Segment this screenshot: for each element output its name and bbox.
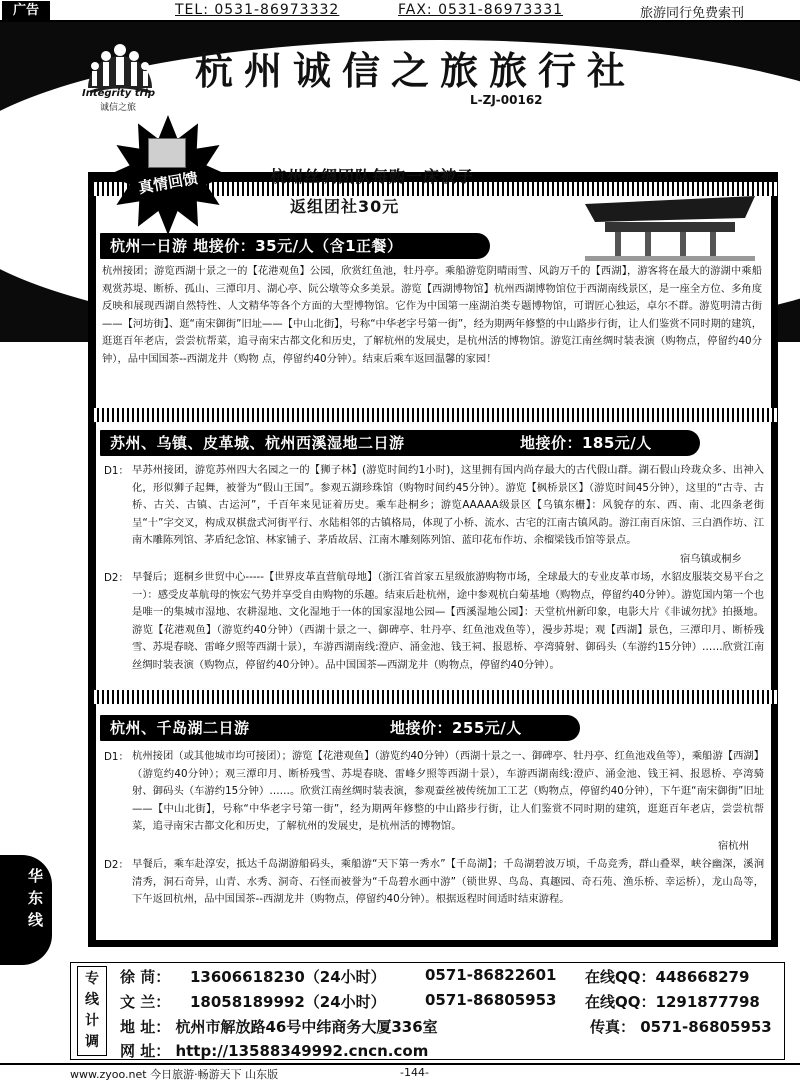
- binding-divider-2: [92, 690, 777, 704]
- company-name: 杭州诚信之旅旅行社: [195, 48, 637, 93]
- contact-name-1: 徐 苘：: [120, 968, 171, 986]
- section3-d1-stay: 宿杭州: [718, 840, 749, 852]
- logo-chinese: 诚信之旅: [100, 103, 137, 113]
- contact-website[interactable]: 网 址： http://13588349992.cncn.com: [120, 1042, 429, 1060]
- contact-side-label-text: 专线计调: [85, 971, 99, 1050]
- section3-title: 杭州、千岛湖二日游: [110, 719, 250, 737]
- footer: [70, 1066, 800, 1084]
- ad-tag: 广告: [2, 1, 50, 20]
- section2-title-bar: [100, 430, 700, 456]
- contact-mobile-1[interactable]: 13606618230（24小时）: [190, 968, 386, 986]
- promo-line-1: 杭州丝绸团队每购一床被子: [270, 167, 475, 186]
- section3-d2-label: D2：: [104, 859, 129, 871]
- quilt-image: [148, 138, 186, 168]
- contact-fax: 传真： 0571-86805953: [590, 1018, 772, 1036]
- top-tel: TEL: 0531-86973332: [175, 2, 340, 18]
- contact-address: 地 址： 杭州市解放路46号中纬商务大厦336室: [120, 1018, 438, 1036]
- license-number: L-ZJ-00162: [470, 93, 543, 107]
- section3-d1-label: D1：: [104, 751, 129, 763]
- section3-price: 地接价：255元/人: [390, 719, 522, 737]
- promo-line-2: 返组团社30元: [290, 197, 400, 216]
- promo-badge: 真情回馈: [136, 168, 200, 198]
- slogan: 诚信之旅 贴心服务: [390, 120, 558, 141]
- route-side-label-text: 华东线: [28, 867, 44, 929]
- route-side-label: [0, 855, 52, 965]
- contact-phone-2[interactable]: 0571-86805953: [425, 991, 557, 1009]
- contact-name-2: 文 兰：: [120, 993, 171, 1011]
- section3-title-bar: [100, 715, 580, 741]
- contact-side-label: [77, 966, 107, 1056]
- section2-d1-text: 早苏州接团，游览苏州四大名园之一的【狮子林】(游览时间约1小时)，这里拥有国内尚存最大的古代假山群。湖石假山玲珑众多、出神入化，形似狮子起舞，被誉为“假山王国”。参观五湖珍珠馆（购物时间约45分钟）。游览【枫桥景区】（游览时间45分钟），这里的“古寺、古桥、古关、古镇、古运河”，千百年来见证着历史。乘车赴桐乡；游览AAAAA级景区【乌镇东栅】：风貌存的东、西、南、北四条老街呈“十”字交叉，构成双棋盘式河街平行、水陆相邻的古镇格局，体现了小桥、流水、古宅的江南古镇风韵。游江南百床馆、三白酒作坊、江南木雕陈列馆、茅盾纪念馆、林家铺子、茅盾故居、江南木雕刻陈列馆、蓝印花布作坊、余榴梁钱币馆等景点。: [132, 464, 764, 547]
- contact-qq-1[interactable]: 在线QQ：448668279: [585, 968, 750, 986]
- binding-divider-1: [92, 408, 777, 422]
- section1-text: 杭州接团；游览西湖十景之一的【花港观鱼】公园，欣赏红鱼池，牡丹亭。乘船游览阴晴雨雪、风韵万千的【西湖】，游客将在最大的游湖中乘船观赏苏堤、断桥、孤山、三潭印月、湖心亭、阮公墩等众多美景。游览【西湖博物馆】杭州西湖博物馆位于西湖南线景区，是一座全方位、多角度反映和展现西湖自然特性、人文精华等各个方面的大型博物馆。它作为中国第一座湖泊类专题博物馆，可谓匠心独运，卓尔不群。游览明清古街——【河坊街】、逛“南宋御街”旧址——【中山北街】，号称“中华老字号第一街”，经为期两年修整的中山路步行街，让人们鉴赏不同时期的建筑，逛逛百年老店，尝尝杭帮菜，追寻南宋古都文化和历史，了解杭州的发展史，是杭州活的博物馆。游览江南丝绸时装表演（购物点，停留约40分钟），品中国国茶--西湖龙井（购物 点，停留约40分钟）。结束后乘车返回温馨的家园！: [102, 265, 762, 365]
- top-right-text: 旅游同行免费索刊: [640, 6, 745, 21]
- footer-rule: [0, 1063, 800, 1065]
- contact-mobile-2[interactable]: 18058189992（24小时）: [190, 993, 386, 1011]
- contact-qq-2[interactable]: 在线QQ：1291877798: [585, 993, 760, 1011]
- section2-d2-text: 早餐后；逛桐乡世贸中心-----【世界皮革直营航母地】（浙江省首家五星级旅游购物市场，全球最大的专业皮革市场，水貂皮服装交易平台之一）：感受皮革航母的恢宏气势并享受自由购物的乐趣。结束后赴杭州，途中参观杭白菊基地（购物点，停留约40分钟）。游览国内第一个也是唯一的集城市湿地、农耕湿地、文化湿地于一体的国家湿地公园—【西溪湿地公园】：天堂杭州新印象，电影大片《非诚勿扰》拍摄地。游览【花港观鱼】（游览约40分钟）（西湖十景之一、御碑亭、牡丹亭、红鱼池戏鱼等），漫步苏堤；观【西湖】景色，三潭印月、断桥残雪、苏堤春晓、雷峰夕照等西湖十景），车游西湖南线:澄庐、涌金池、钱王祠、报恩桥、亭湾骑射、御码头（车游约15分钟）……欣赏江南丝绸时装表演（购物点，停留约40分钟）。品中国国茶—西湖龙井（购物点，停留约40分钟）。: [132, 571, 764, 671]
- footer-page-number: -144-: [400, 1066, 429, 1079]
- contact-phone-1[interactable]: 0571-86822601: [425, 966, 557, 984]
- section2-d1-label: D1：: [104, 465, 129, 477]
- pavilion-image: [585, 196, 755, 261]
- section2-title: 苏州、乌镇、皮革城、杭州西溪湿地二日游: [110, 434, 405, 452]
- section2-d2-label: D2：: [104, 572, 129, 584]
- section2-d1-stay: 宿乌镇或桐乡: [680, 553, 742, 565]
- section1-title: 杭州一日游 地接价：35元/人（含1正餐）: [100, 233, 490, 259]
- footer-site[interactable]: www.zyoo.net 今日旅游·畅游天下 山东版: [70, 1068, 279, 1081]
- section3-d1-text: 杭州接团（或其他城市均可接团）；游览【花港观鱼】（游览约40分钟）（西湖十景之一、御碑亭、牡丹亭、红鱼池戏鱼等），乘船游【西湖】（游览约40分钟）；观三潭印月、断桥残雪、苏堤春晓、雷峰夕照等西湖十景），车游西湖南线:澄庐、涌金池、钱王祠、报恩桥、亭湾骑射、御码头（车游约15分钟）……。欣赏江南丝绸时装表演，参观蚕丝被传统加工工艺（购物点，停留约40分钟），下午逛“南宋御街”旧址——【中山北街】，号称“中华老字号第一街”，经为期两年修整的中山路步行街，让人们鉴赏不同时期的建筑，逛逛百年老店，尝尝杭帮菜，追寻南宋古都文化和历史，了解杭州的发展史，是杭州活的博物馆。: [132, 750, 764, 833]
- logo-english: Integrity trip: [82, 88, 155, 99]
- top-fax: FAX: 0531-86973331: [398, 2, 564, 18]
- section3-d2-text: 早餐后，乘车赴淳安，抵达千岛湖游船码头，乘船游“天下第一秀水”【千岛湖】；千岛湖碧波万顷，千岛竞秀，群山叠翠，峡谷幽深，溪涧清秀，洞石奇异，山青、水秀、洞奇、石怪而被誉为“千岛碧水画中游”（锁世界、鸟岛、真趣园、奇石苑、渔乐桥、幸运桥），龙山岛等，下午返回杭州，品中国国茶--西湖龙井（购物点，停留约40分钟）。根据返程时间适时结束游程。: [132, 858, 764, 906]
- section2-price: 地接价：185元/人: [520, 434, 652, 452]
